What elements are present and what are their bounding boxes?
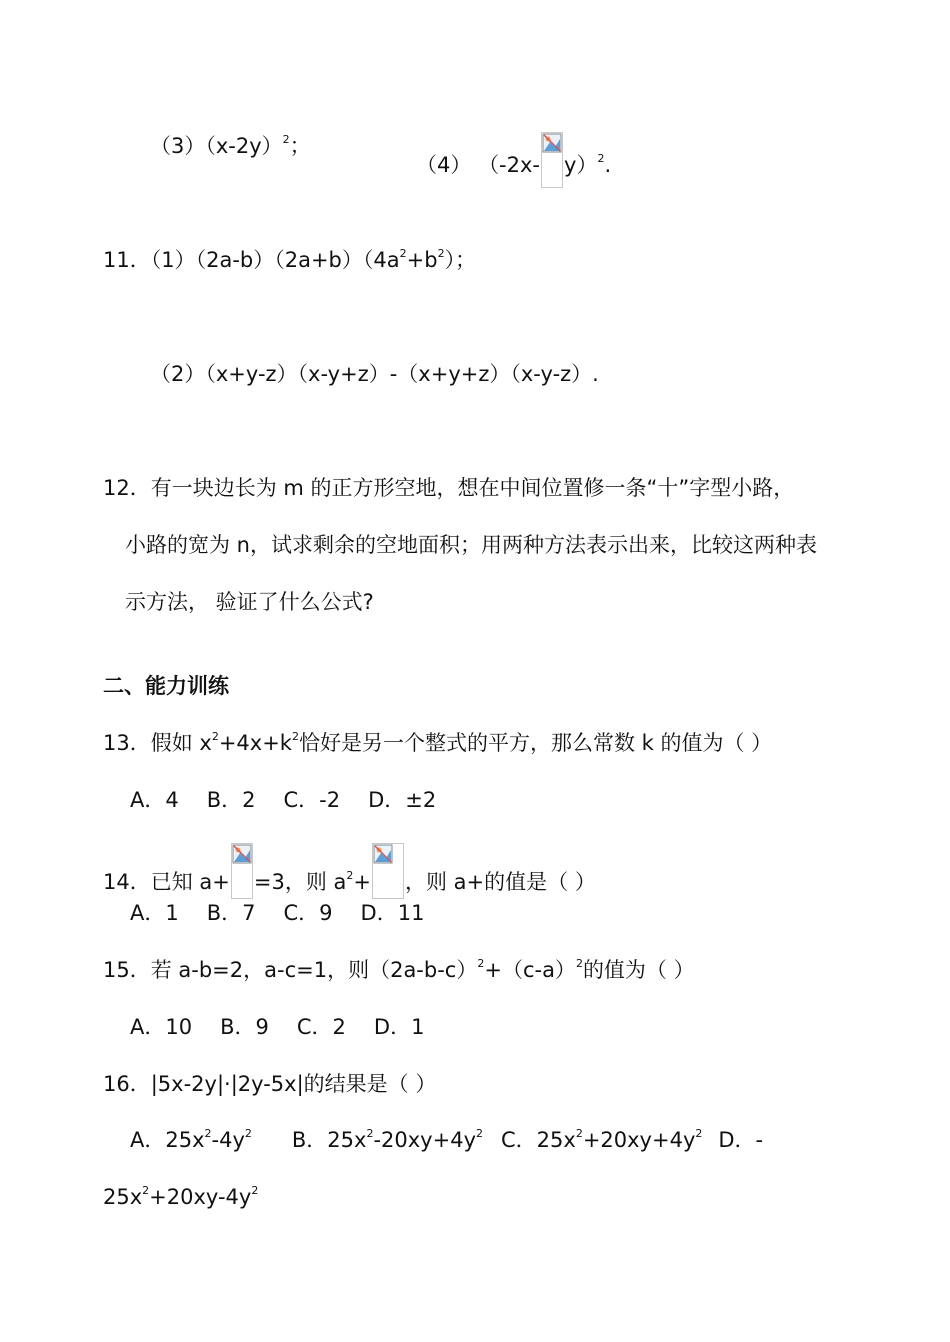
- q10-part3-label: （3）: [150, 134, 206, 158]
- q12-line1: 12．有一块边长为 m 的正方形空地，想在中间位置修一条“十”字型小路，: [103, 476, 795, 500]
- q15-option-a: A．10: [130, 1015, 193, 1039]
- q14-stem: [103, 843, 596, 900]
- q11-part2-text: （2）（x+y-z）（x-y+z）-（x+y+z）（x-y-z）.: [150, 362, 599, 386]
- q16-stem: 16．|5x-2y|·|2y-5x|的结果是（ ）: [103, 1072, 437, 1096]
- q16-option-a-text2: -4y: [211, 1128, 245, 1152]
- q11-part1-sup1: 2: [399, 247, 407, 260]
- q16-option-a: [130, 1126, 252, 1158]
- q16-option-c-text: C．25x: [501, 1128, 576, 1152]
- broken-image-icon: [231, 843, 253, 899]
- q11-part1-a: （1）（2a-b）（2a+b）（4a: [150, 248, 400, 272]
- q16-option-b-sup2: 2: [476, 1127, 483, 1140]
- q13-options: [130, 786, 464, 814]
- q14-option-a: A．1: [130, 901, 179, 925]
- q15-option-b: B．9: [220, 1015, 269, 1039]
- q13-stem-c: 恰好是另一个整式的平方，那么常数 k 的值为（ ）: [298, 731, 773, 755]
- q16-option-b-sup1: 2: [366, 1127, 374, 1140]
- q16-option-b-text: B．25x: [291, 1128, 367, 1152]
- q13-option-c: C．-2: [283, 788, 341, 812]
- q10-part3: [150, 132, 311, 164]
- q16-options: [130, 1126, 763, 1158]
- q11-number: 11．: [103, 248, 151, 272]
- q14-option-c: C．9: [283, 901, 333, 925]
- q16-option-d-continued: [103, 1183, 258, 1215]
- q14-stem-d: ，则 a+的值是（ ）: [405, 870, 596, 894]
- q13-sup1: 2: [211, 730, 219, 743]
- q15-options: [130, 1013, 452, 1041]
- broken-image-icon: [372, 843, 404, 899]
- q13-sup2: 2: [291, 730, 299, 743]
- q10-part3-tail: ；: [289, 134, 311, 158]
- q16-option-d: D．-: [718, 1128, 764, 1152]
- q14-stem-c: +: [353, 870, 371, 894]
- q16-option-d-text: 25x: [103, 1185, 143, 1209]
- q15-stem-c: 的值为（ ）: [582, 958, 695, 982]
- q16-option-a-sup1: 2: [204, 1127, 212, 1140]
- q10-part4-expr-b: y）: [564, 153, 598, 177]
- q10-part4-tail: .: [604, 153, 612, 177]
- q10-part3-expr: （x-2y）: [205, 134, 283, 158]
- q16-option-c: [501, 1126, 702, 1158]
- q15-option-d: D．1: [373, 1015, 425, 1039]
- broken-image-icon: [541, 132, 563, 188]
- q14-option-b: B．7: [206, 901, 256, 925]
- q13-option-a: A．4: [130, 788, 179, 812]
- q13-stem-b: +4x+k: [218, 731, 292, 755]
- q11-part1: [103, 246, 476, 278]
- q16-option-d-sup1: 2: [142, 1184, 150, 1197]
- q13-option-b: B．2: [206, 788, 256, 812]
- q16-option-a-sup2: 2: [244, 1127, 252, 1140]
- q14-stem-a: 14．已知 a+: [103, 870, 230, 894]
- q16-option-c-sup1: 2: [575, 1127, 583, 1140]
- q16-option-c-sup2: 2: [695, 1127, 703, 1140]
- q15-option-c: C．2: [296, 1015, 346, 1039]
- q11-part1-b: +b: [406, 248, 438, 272]
- q16-option-d-sup2: 2: [251, 1184, 259, 1197]
- q14-sup1: 2: [346, 869, 354, 882]
- q11-part1-sup2: 2: [437, 247, 445, 260]
- q12-line2: 小路的宽为 n，试求剩余的空地面积；用两种方法表示出来，比较这两种表: [125, 533, 817, 557]
- q14-option-d: D．11: [360, 901, 425, 925]
- q14-stem-b: =3，则 a: [253, 870, 347, 894]
- q16-option-d-text2: +20xy-4y: [149, 1185, 252, 1209]
- q10-part3-sup: 2: [282, 133, 290, 146]
- q11-part2: [150, 360, 599, 388]
- q12-line3: 示方法， 验证了什么公式?: [125, 590, 374, 614]
- q11-part1-c: ）；: [444, 248, 477, 272]
- q16-option-c-text2: +20xy+4y: [582, 1128, 696, 1152]
- q14-options: [130, 899, 452, 927]
- q10-part4: [416, 132, 611, 188]
- q15-sup2: 2: [575, 957, 583, 970]
- q16-option-a-text: A．25x: [130, 1128, 205, 1152]
- q10-part4-label: （4）: [416, 153, 472, 177]
- q13-option-d: D．±2: [368, 788, 437, 812]
- q15-sup1: 2: [477, 957, 485, 970]
- q15-stem-b: +（c-a）: [484, 958, 576, 982]
- q10-part4-sup: 2: [597, 152, 605, 165]
- q13-stem-a: 13．假如 x: [103, 731, 212, 755]
- q13-stem: [103, 729, 772, 761]
- q15-stem-a: 15．若 a-b=2，a-c=1，则（2a-b-c）: [103, 958, 478, 982]
- section-title: 二、能力训练: [103, 674, 229, 698]
- q16-option-b-text2: -20xy+4y: [373, 1128, 476, 1152]
- q10-part4-expr-a: （-2x-: [478, 153, 541, 177]
- q15-stem: [103, 956, 695, 988]
- q16-option-b: [292, 1126, 483, 1158]
